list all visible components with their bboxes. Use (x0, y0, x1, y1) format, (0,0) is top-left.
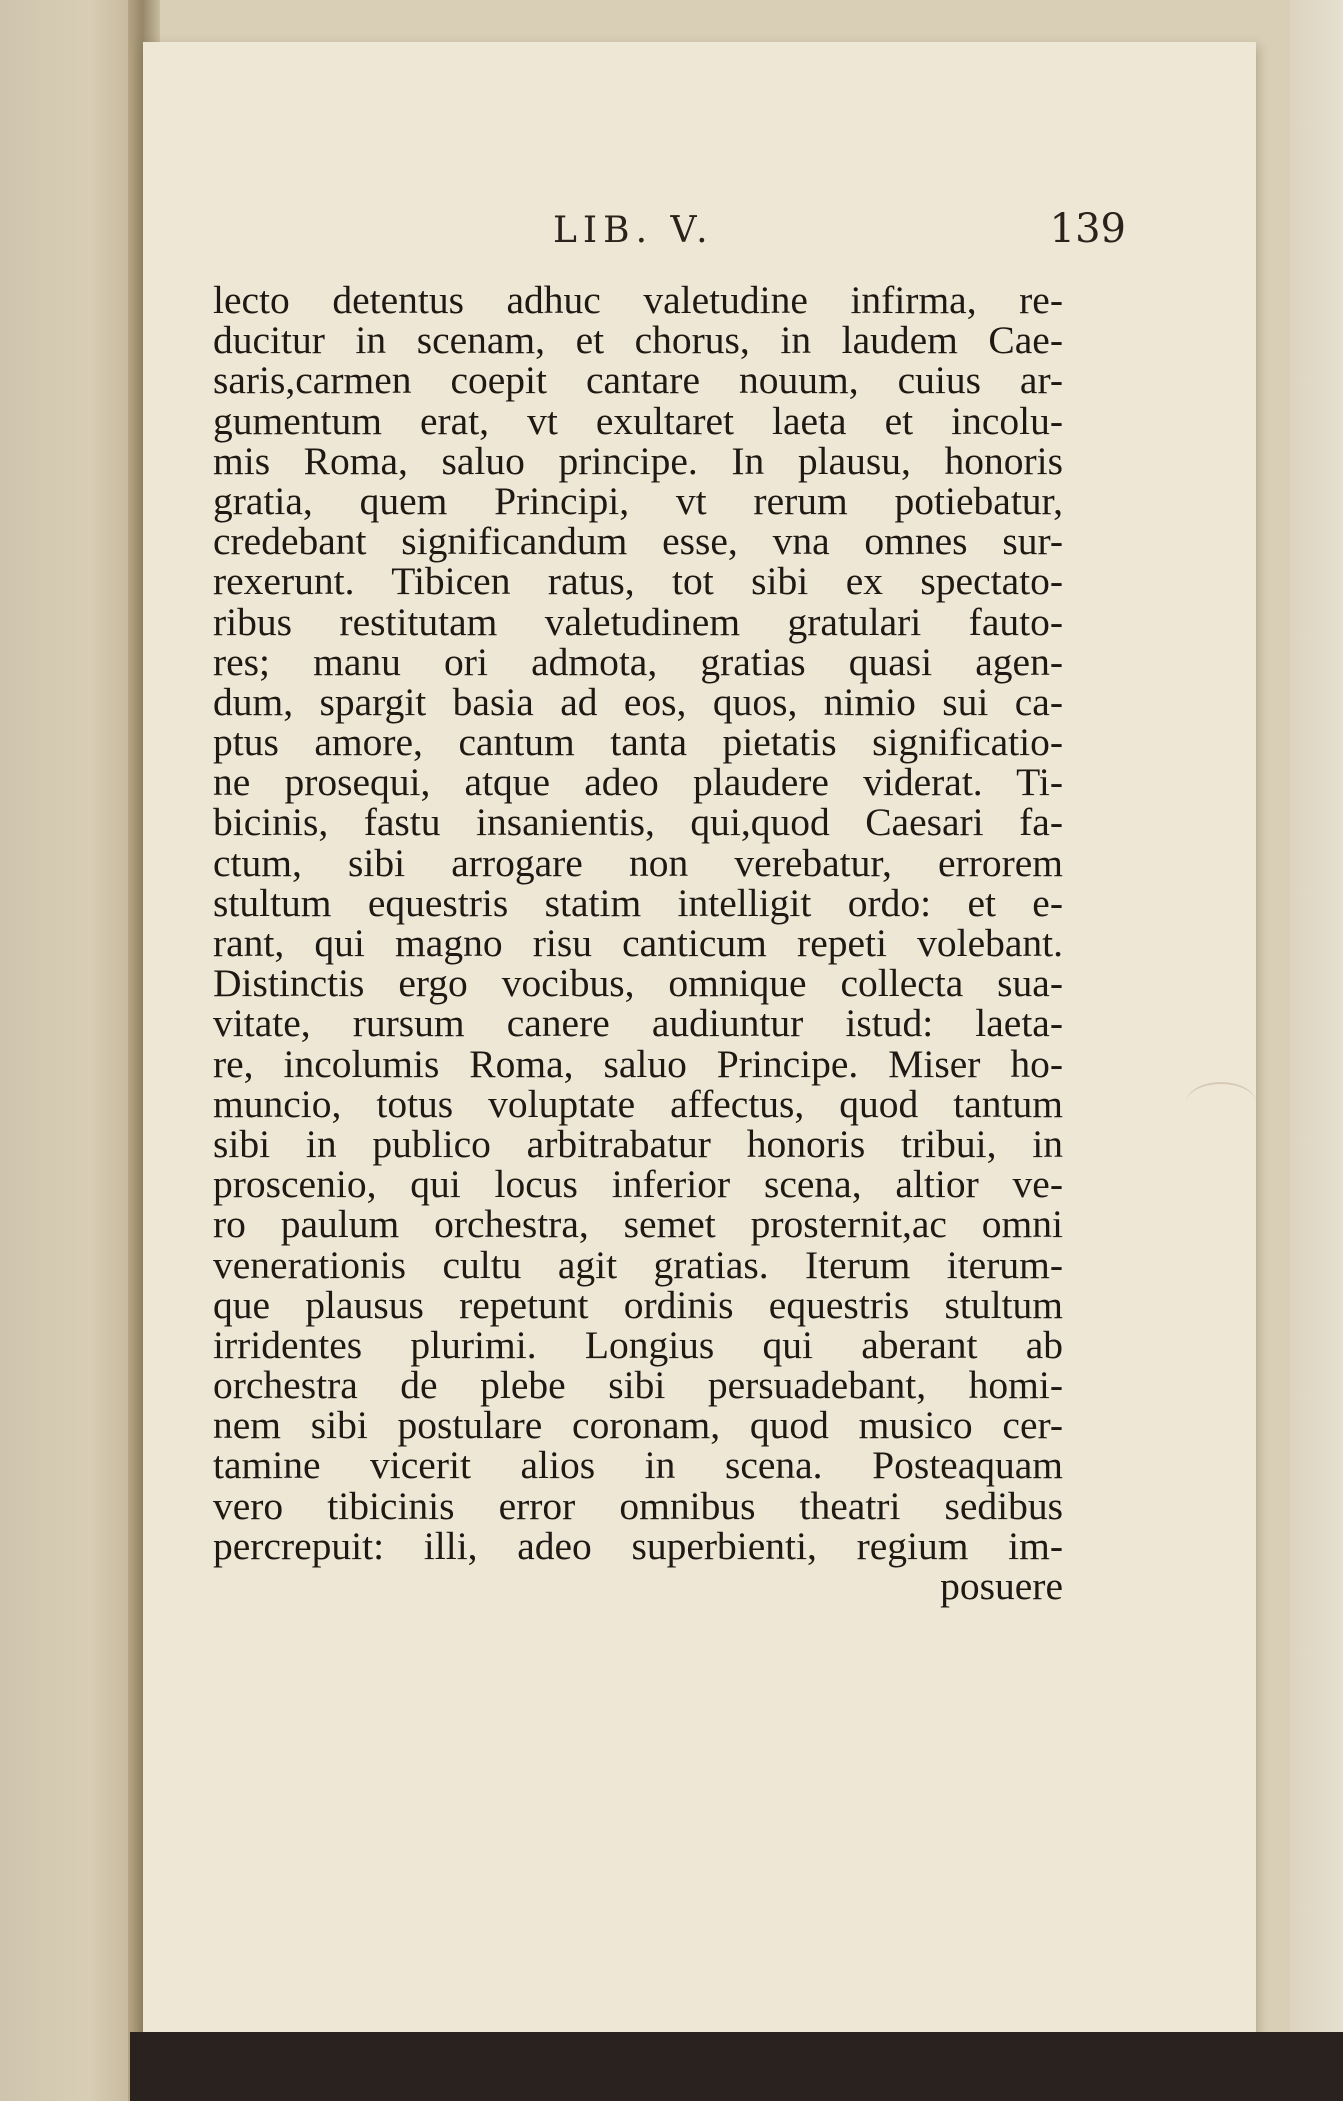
text-line: rant, qui magno risu canticum repeti volebant. (213, 921, 1063, 965)
text-line: credebant significandum esse, vna omnes sur- (213, 519, 1063, 564)
text-line: ro paulum orchestra, semet prosternit,ac omni (213, 1202, 1063, 1247)
page-number: 139 (1049, 206, 1126, 252)
text-line: que plausus repetunt ordinis equestris stultum (213, 1282, 1063, 1327)
text-line: nem sibi postulare coronam, quod musico cer- (213, 1403, 1063, 1448)
page-header (143, 206, 1256, 260)
text-line: sibi in publico arbitrabatur honoris tribui, in (213, 1121, 1063, 1166)
text-line: ducitur in scenam, et chorus, in laudem Cae- (213, 318, 1063, 363)
body-text (213, 280, 1063, 1606)
text-line: tamine vicerit alios in scena. Posteaquam (213, 1443, 1063, 1488)
text-line: venerationis cultu agit gratias. Iterum iterum- (213, 1242, 1063, 1287)
text-line: rexerunt. Tibicen ratus, tot sibi ex spectato- (213, 559, 1063, 604)
text-line: re, incolumis Roma, saluo Principe. Miser ho- (213, 1041, 1063, 1086)
text-line: ptus amore, cantum tanta pietatis significatio- (213, 720, 1063, 765)
text-line: irridentes plurimi. Longius qui aberant ab (213, 1322, 1063, 1367)
text-line: gumentum erat, vt exultaret laeta et incolu- (213, 398, 1063, 443)
text-line: bicinis, fastu insanientis, qui,quod Caesari fa- (213, 800, 1063, 845)
text-line: Distinctis ergo vocibus, omnique collecta sua- (213, 961, 1063, 1006)
text-line: percrepuit: illi, adeo superbienti, regium im- (213, 1523, 1063, 1568)
text-line: ne prosequi, atque adeo plaudere viderat. Ti- (213, 760, 1063, 805)
scan-background-edge (130, 2032, 1343, 2101)
text-line: vitate, rursum canere audiuntur istud: laeta- (213, 1001, 1063, 1046)
text-line: res; manu ori admota, gratias quasi agen- (213, 639, 1063, 684)
paper-stain (1186, 1082, 1256, 1124)
page-stack-edge (1290, 0, 1343, 2101)
text-line: mis Roma, saluo principe. In plausu, honoris (213, 438, 1063, 483)
text-line: gratia, quem Principi, vt rerum potiebatur, (213, 478, 1063, 523)
running-head: LIB. V. (553, 210, 714, 251)
text-line: muncio, totus voluptate affectus, quod tantum (213, 1081, 1063, 1126)
text-line: lecto detentus adhuc valetudine infirma, re- (213, 278, 1063, 322)
text-line: proscenio, qui locus inferior scena, altior ve- (213, 1162, 1063, 1207)
text-line: ribus restitutam valetudinem gratulari fauto- (213, 599, 1063, 644)
text-line: ctum, sibi arrogare non verebatur, errorem (213, 840, 1063, 885)
text-line: saris,carmen coepit cantare nouum, cuius ar- (213, 358, 1063, 403)
text-line: orchestra de plebe sibi persuadebant, homi- (213, 1363, 1063, 1408)
text-line: dum, spargit basia ad eos, quos, nimio sui ca- (213, 679, 1063, 724)
text-line: vero tibicinis error omnibus theatri sedibus (213, 1483, 1063, 1528)
text-line: stultum equestris statim intelligit ordo: et e- (213, 880, 1063, 925)
book-page (143, 42, 1256, 2037)
catchword: posuere (940, 1564, 1063, 1608)
